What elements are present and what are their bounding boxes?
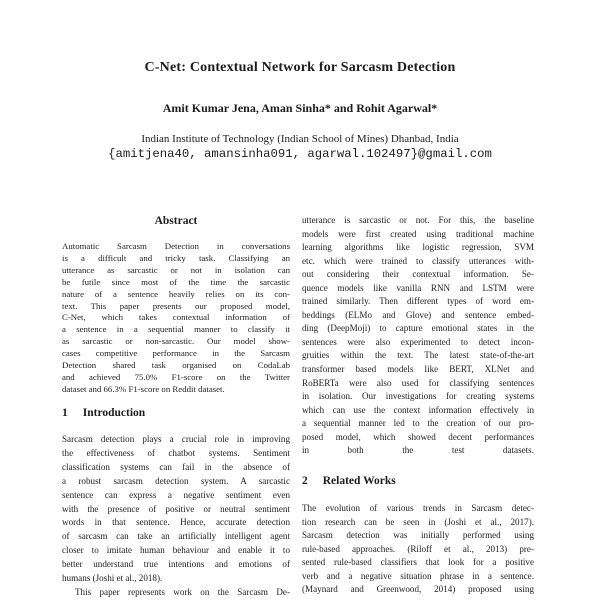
text-line: and achieved 75.0% F1-score on the Twitter <box>62 371 290 382</box>
text-line: gruities within the text. The latest state-of-the-art <box>302 350 534 361</box>
text-line: This paper represents work on the Sarcasm De- <box>75 587 290 597</box>
text-line: a robust sarcasm detection system. A sarcastic <box>62 475 290 486</box>
text-line: ding (DeepMoji) to capture emotional states in the <box>302 323 534 334</box>
text-line: be futile since most of the time the sarcastic <box>62 276 290 287</box>
email-line: {amitjena40, amansinha091, agarwal.102497}@gmail.com <box>108 147 492 161</box>
text-line: closer to imitate human behaviour and enable it to <box>62 545 290 556</box>
text-line: the effectiveness of chatbot systems. Sentiment <box>62 447 290 458</box>
text-line: a sequential manner led to the creation of our pro- <box>302 418 534 429</box>
intro-continuation-paragraph <box>302 214 534 458</box>
intro-paragraph-1 <box>62 433 290 586</box>
text-line: learning algorithms like logistic regression, SVM <box>302 242 534 253</box>
text-line: models were first created using traditional machine <box>302 228 534 239</box>
text-line: text. This paper presents our proposed model, <box>62 300 290 311</box>
text-line: rule-based approaches. (Riloff et al., 2013) pre- <box>302 543 534 554</box>
text-line: sentence can express a negative sentiment even <box>62 489 290 500</box>
text-line: is a difficult and tricky task. Classifying an <box>62 252 290 263</box>
text-line: a sentence in a sequential manner to classify it <box>62 324 290 335</box>
section-heading-related-works <box>302 475 534 487</box>
text-line: RoBERTa were also used for classifying sentences <box>302 377 534 388</box>
text-line: The evolution of various trends in Sarcasm detec- <box>302 503 534 513</box>
text-line: nature of a sentence heavily relies on its con- <box>62 288 290 299</box>
text-line: quence models like vanilla RNN and LSTM were <box>302 282 534 293</box>
text-line: beddings (ELMo and Glove) and sentence embed- <box>302 309 534 320</box>
text-line: trained similarly. Then different types of word em- <box>302 296 534 307</box>
authors-line: Amit Kumar Jena, Aman Sinha* and Rohit Agarwal* <box>162 101 438 115</box>
text-line: (Maynard and Greenwood, 2014) proposed using <box>302 584 534 595</box>
related-works-paragraph <box>302 502 534 597</box>
text-line: dataset and 66.3% F1-score on Reddit dataset. <box>62 383 225 394</box>
text-line: which can use the context information effectively in <box>302 404 534 415</box>
text-line: tion research can be seen in (Joshi et al., 2017). <box>302 516 534 527</box>
section-heading-introduction <box>62 407 290 419</box>
text-line: humans (Joshi et al., 2018). <box>62 573 163 584</box>
abstract-text <box>62 241 290 396</box>
paper-title: C-Net: Contextual Network for Sarcasm Detection <box>144 60 456 75</box>
text-line: words in that sentence. Hence, accurate detection <box>62 517 290 528</box>
affiliation-line: Indian Institute of Technology (Indian School of Mines) Dhanbad, India <box>141 133 459 145</box>
abstract-heading: Abstract <box>154 215 198 227</box>
text-line: sented rule-based classifiers that look for a positive <box>302 557 534 568</box>
text-line: of sarcasm can take an artificially intelligent agent <box>62 531 290 542</box>
text-line: as sarcastic or non-sarcastic. Our model show- <box>62 336 290 347</box>
text-line: posed model, which showed decent performances <box>302 431 534 442</box>
text-line: transformer based models like BERT, XLNet and <box>302 364 534 375</box>
text-line: C-Net, which takes contextual information of <box>62 312 290 323</box>
text-line: in both the test datasets. <box>302 445 534 456</box>
text-line: verb and a negative situation phrase in a sentence. <box>302 570 534 581</box>
text-line: out considering their contextual information. Se- <box>302 269 534 280</box>
section-title: Introduction <box>82 407 146 419</box>
text-line: cases competitive performance in the Sarcasm <box>62 348 290 359</box>
section-number: 2 <box>302 475 308 487</box>
text-line: utterance is sarcastic or not. For this, the baseline <box>302 215 534 225</box>
section-title: Related Works <box>322 475 396 487</box>
text-line: classification systems can fail in the absence of <box>62 461 290 472</box>
text-line: utterance as sarcastic or not in isolation can <box>62 264 290 275</box>
section-number: 1 <box>62 407 68 419</box>
text-line: Detection shared task organised on CodaLab <box>62 360 290 371</box>
text-line: Automatic Sarcasm Detection in conversations <box>62 241 290 251</box>
text-line: better understand true intentions and emotions of <box>62 559 290 570</box>
text-line: Sarcasm detection plays a crucial role in improving <box>62 434 290 444</box>
intro-paragraph-2 <box>62 586 290 600</box>
text-line: Sarcasm detection was initially performed using <box>302 530 534 541</box>
text-line: etc. which were trained to classify utterances with- <box>302 255 534 266</box>
text-line: sentences were also experimented to detect incon- <box>302 336 534 347</box>
text-line: in isolation. Our investigations for creating systems <box>302 391 534 402</box>
text-line: with the presence of positive or neutral sentiment <box>62 503 290 514</box>
